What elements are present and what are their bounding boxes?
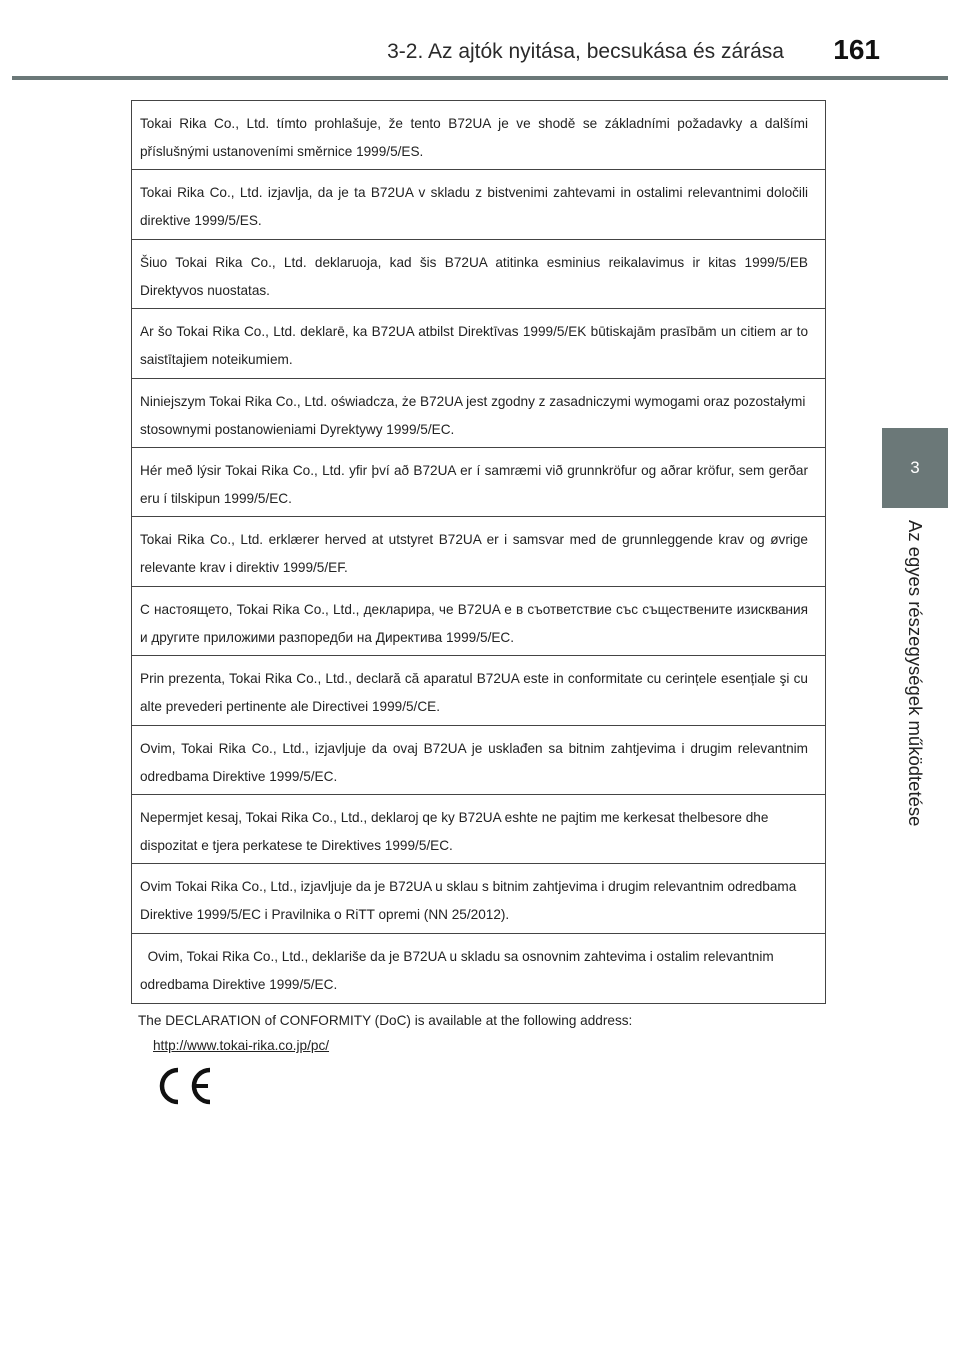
declaration-croatian: Ovim Tokai Rika Co., Ltd., izjavljuje da je B72UA u sklau s bitnim zahtjevima i drugim relevantnim odredbama Direktive 1999/5/EC i Pravilnika o RiTT opremi (NN 25/2012). [132,864,825,933]
chapter-number: 3 [910,458,920,477]
declaration-serbian: Ovim, Tokai Rika Co., Ltd., deklariše da je B72UA u skladu sa osnovnim zahtevima i ostalim relevantnim odredbama Direktive 1999/5/EC. [140,948,778,992]
declaration-norwegian: Tokai Rika Co., Ltd. erklærer herved at utstyret B72UA er i samsvar med de grunnleggende krav og øvrige relevante krav i direktiv 1999/5/EF. [132,517,825,586]
declaration-czech: Tokai Rika Co., Ltd. tímto prohlašuje, že tento B72UA je ve shodě se základními požadavky a dalšími příslušnými ustanoveními směrnice 1999/5/ES. [132,101,825,170]
doc-link[interactable]: http://www.tokai-rika.co.jp/pc/ [153,1038,330,1053]
page-number: 161 [833,34,880,65]
declaration-albanian: Nepermjet kesaj, Tokai Rika Co., Ltd., deklaroj qe ky B72UA eshte ne pajtim me kerkesat thelbesore dhe dispozitat e tjera perkatese te Direktives 1999/5/EC. [132,795,825,864]
declaration-bulgarian: С настоящето, Tokai Rika Co., Ltd., декларира, че B72UA е в съответствие със съществените изисквания и другите приложими разпоредби на Директива 1999/5/EC. [132,587,825,656]
declaration-polish: Niniejszym Tokai Rika Co., Ltd. oświadcza, że B72UA jest zgodny z zasadniczymi wymogami oraz pozostałymi stosownymi postanowieniami Dyrektywy 1999/5/EC. [132,379,825,448]
section-title: 3-2. Az ajtók nyitása, becsukása és zárása [387,40,784,63]
declaration-latvian: Ar šo Tokai Rika Co., Ltd. deklarē, ka B72UA atbilst Direktīvas 1999/5/EK būtiskajām prasībām un citiem ar to saistītajiem noteikumiem. [132,309,825,378]
declaration-table [131,100,826,1004]
declaration-romanian: Prin prezenta, Tokai Rika Co., Ltd., declară că aparatul B72UA este in conformitate cu cerințele esențiale şi cu alte prevederi pertinente ale Directivei 1999/5/CE. [132,656,825,725]
chapter-title: Az egyes részegységek működtetése [905,520,926,827]
chapter-tab [882,428,948,508]
header-rule [12,76,948,80]
declaration-icelandic: Hér með lýsir Tokai Rika Co., Ltd. yfir því að B72UA er í samræmi við grunnkröfur og aðrar kröfur, sem gerðar eru í tilskipun 1999/5/EC. [132,448,825,517]
declaration-lithuanian: Šiuo Tokai Rika Co., Ltd. deklaruoja, kad šis B72UA atitinka esminius reikalavimus ir kitas 1999/5/EB Direktyvos nuostatas. [132,240,825,309]
doc-availability-note: The DECLARATION of CONFORMITY (DoC) is available at the following address: [138,1013,633,1028]
declaration-bosnian: Ovim, Tokai Rika Co., Ltd., izjavljuje da ovaj B72UA je usklađen sa bitnim zahtjevima i drugim relevantnim odredbama Direktive 1999/5/EC. [132,726,825,795]
ce-mark-icon [154,1064,214,1113]
chapter-title-wrap [897,520,933,854]
declaration-slovenian: Tokai Rika Co., Ltd. izjavlja, da je ta B72UA v skladu z bistvenimi zahtevami in ostalimi relevantnimi določili direktive 1999/5/ES. [132,170,825,239]
